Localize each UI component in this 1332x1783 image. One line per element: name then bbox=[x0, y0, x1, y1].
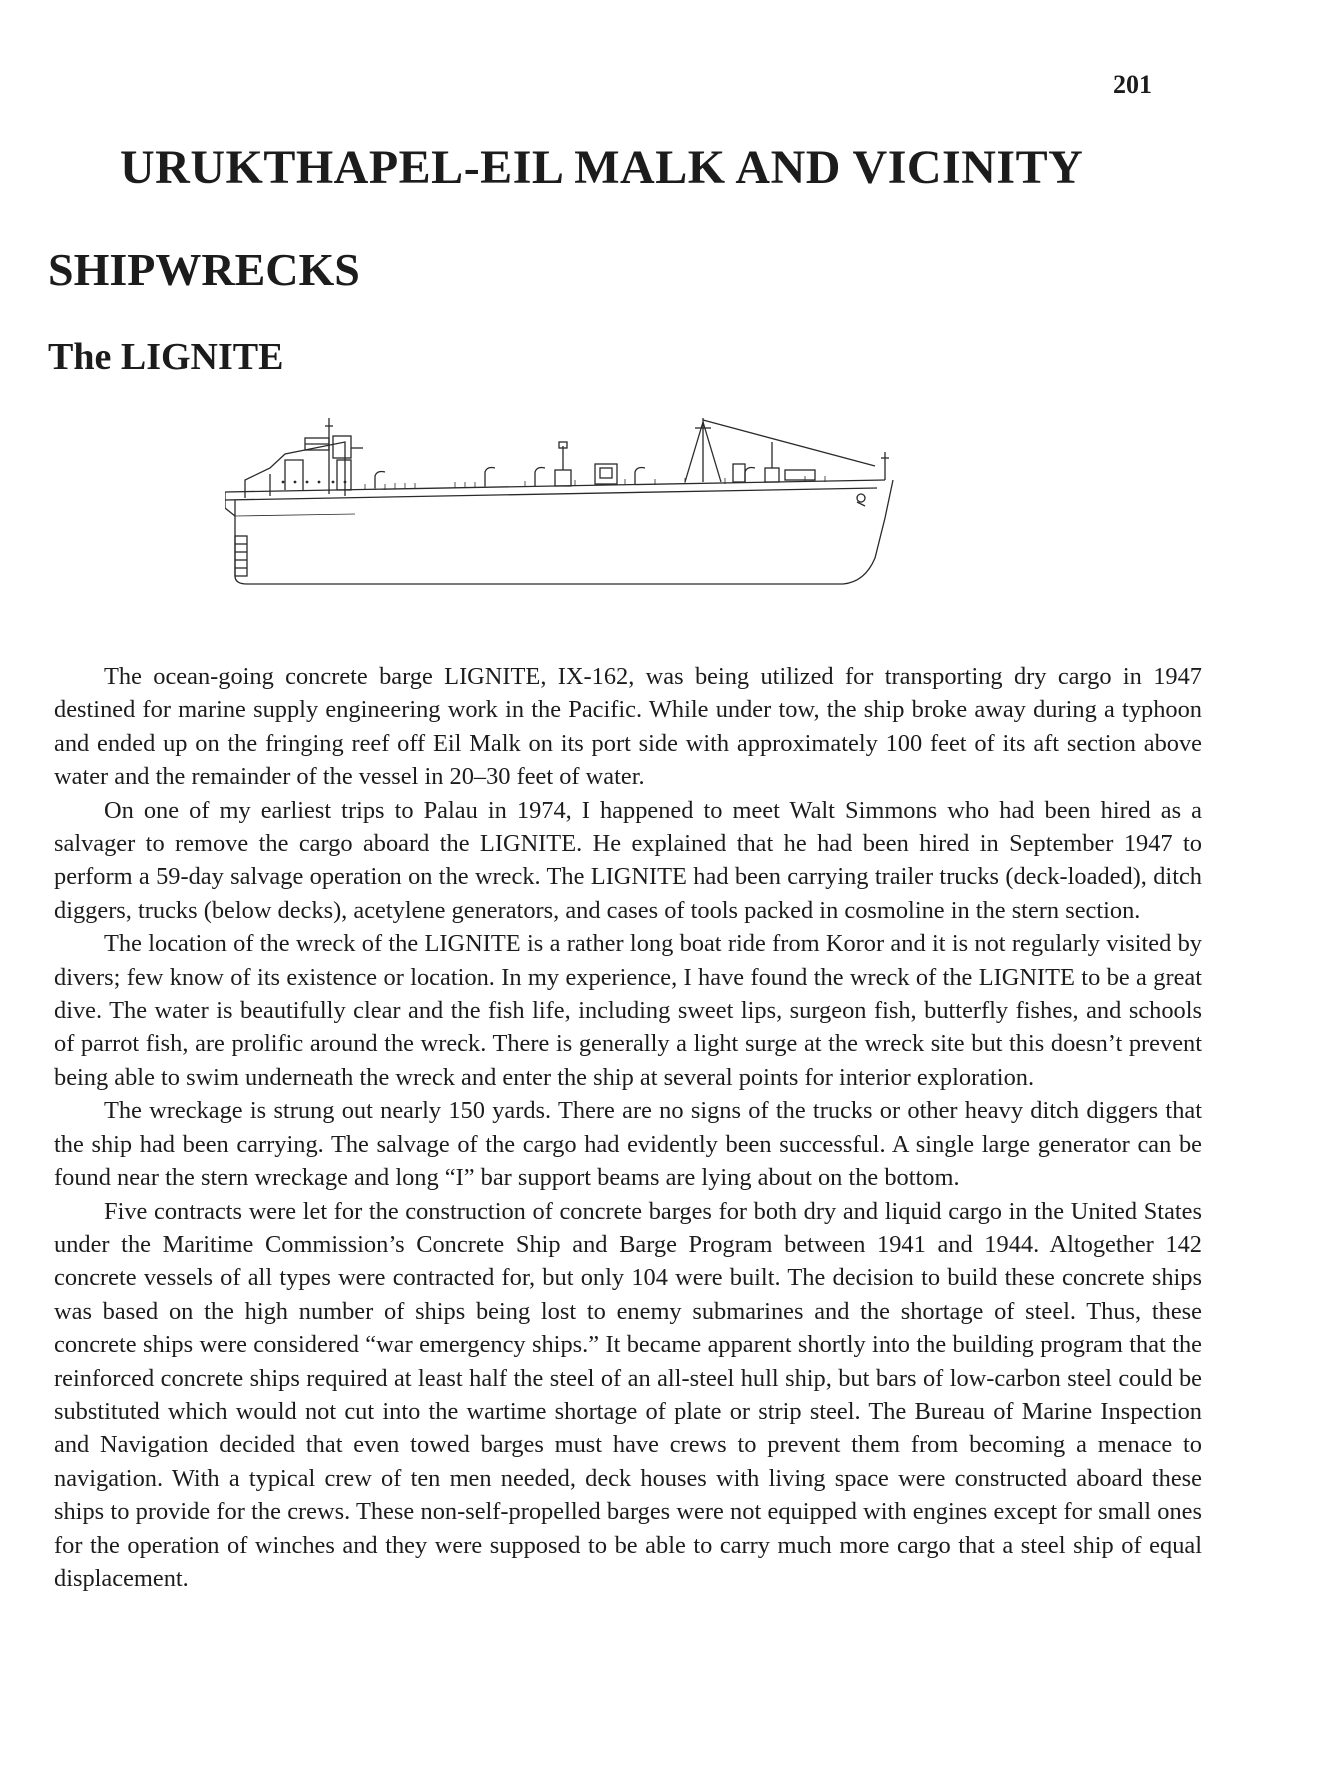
paragraph: The location of the wreck of the LIGNITE is a rather long boat ride from Koror and it is not regularly visited by divers; few know of its existence or location. In my experience, I have found the wreck of the LIGNITE to be a great dive. The water is beautifully clear and the fish life, including sweet lips, surgeon fish, butterfly fishes, and schools of parrot fish, are prolific around the wreck. There is generally a light surge at the wreck site but this doesn’t prevent being able to swim underneath the wreck and enter the ship at several points for interior exploration. bbox=[54, 930, 1202, 1091]
chapter-title: URUKTHAPEL-EIL MALK AND VICINITY bbox=[120, 141, 1084, 194]
paragraph: On one of my earliest trips to Palau in 1974, I happened to meet Walt Simmons who had been hired as a salvager to remove the cargo aboard the LIGNITE. He explained that he had been hired in September 1947 to perform a 59-day salvage operation on the wreck. The LIGNITE had been carrying trailer trucks (deck-loaded), ditch diggers, trucks (below decks), acetylene generators, and cases of tools packed in cosmoline in the stern section. bbox=[54, 796, 1202, 924]
paragraph: The wreckage is strung out nearly 150 yards. There are no signs of the trucks or other heavy ditch diggers that the ship had been carrying. The salvage of the cargo had evidently been successful. A single large generator can be found near the stern wreckage and long “I” bar support beams are lying about on the bottom. bbox=[54, 1097, 1202, 1192]
section-heading: SHIPWRECKS bbox=[48, 244, 360, 295]
body-text bbox=[54, 660, 1202, 1595]
ship-profile-icon bbox=[225, 418, 1007, 590]
ship-name-heading: The LIGNITE bbox=[48, 336, 284, 378]
page-number: 201 bbox=[1113, 70, 1152, 99]
paragraph: Five contracts were let for the construction of concrete barges for both dry and liquid cargo in the United States under the Maritime Commission’s Concrete Ship and Barge Program between 1941 and 1944. Altogether 142 concrete vessels of all types were contracted for, but only 104 were built. The decision to build these concrete ships was based on the high number of ships being lost to enemy submarines and the shortage of steel. Thus, these concrete ships were considered “war emergency ships.” It became apparent shortly into the building program that the reinforced concrete ships required at least half the steel of an all-steel hull ship, but bars of low-carbon steel could be substituted which would not cut into the wartime shortage of plate or strip steel. The Bureau of Marine Inspection and Navigation decided that even towed barges must have crews to prevent them from becoming a menace to navigation. With a typical crew of ten men needed, deck houses with living space were constructed aboard these ships to provide for the crews. These non-self-propelled barges were not equipped with engines except for small ones for the operation of winches and they were supposed to be able to carry much more cargo that a steel ship of equal displacement. bbox=[54, 1197, 1202, 1592]
paragraph: The ocean-going concrete barge LIGNITE, IX-162, was being utilized for transporting dry cargo in 1947 destined for marine supply engineering work in the Pacific. While under tow, the ship broke away during a typhoon and ended up on the fringing reef off Eil Malk on its port side with approximately 100 feet of its aft section above water and the remainder of the vessel in 20–30 feet of water. bbox=[54, 663, 1202, 791]
